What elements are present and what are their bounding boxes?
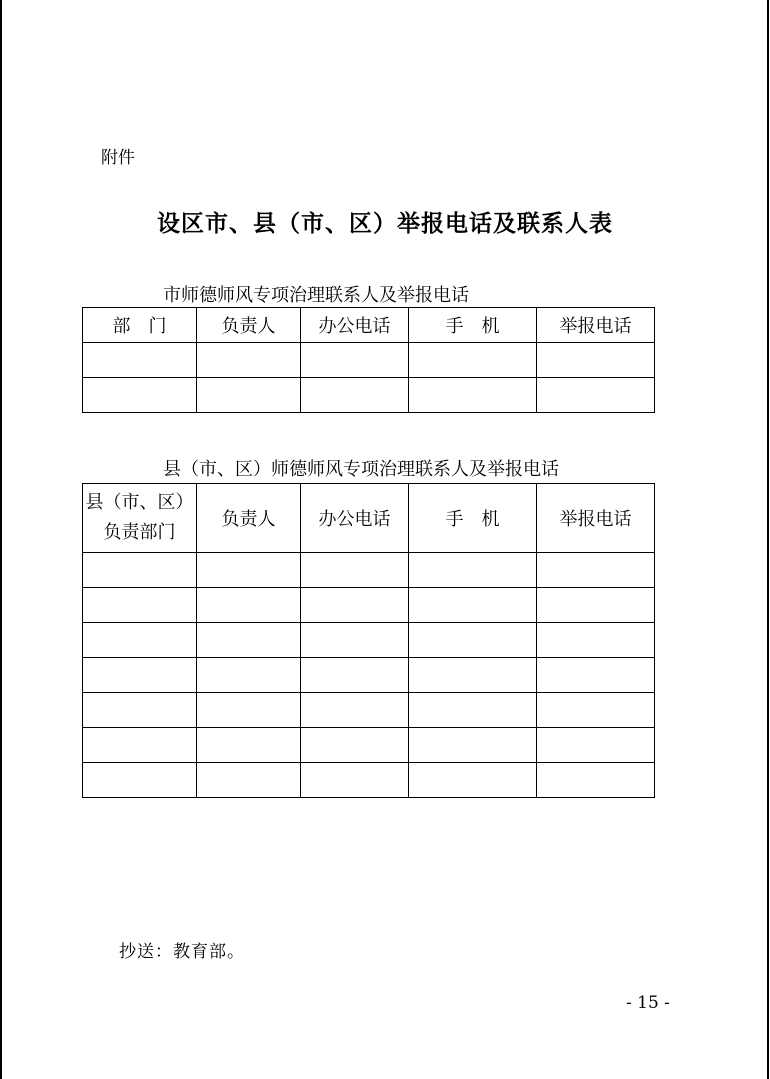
- header-report-phone: 举报电话: [537, 308, 655, 343]
- header-person-in-charge: 负责人: [197, 484, 301, 553]
- table-cell: [409, 623, 537, 658]
- table-cell: [301, 343, 409, 378]
- table-cell: [301, 588, 409, 623]
- table-row: [83, 343, 655, 378]
- table-cell: [301, 728, 409, 763]
- county-contacts-table: [82, 483, 655, 798]
- table-row: [83, 658, 655, 693]
- table-cell: [301, 693, 409, 728]
- table-row: [83, 763, 655, 798]
- table-cell: [409, 658, 537, 693]
- header-county-department: [83, 484, 197, 553]
- table-header-row: [83, 308, 655, 343]
- table-cell: [83, 588, 197, 623]
- table-cell: [197, 763, 301, 798]
- county-table-caption: 县（市、区）师德师风专项治理联系人及举报电话: [163, 459, 559, 480]
- attachment-label: 附件: [101, 148, 135, 168]
- city-contacts-table: [82, 307, 655, 413]
- table-cell: [409, 693, 537, 728]
- table-cell: [83, 763, 197, 798]
- table-cell: [197, 378, 301, 413]
- header-office-phone: 办公电话: [301, 308, 409, 343]
- table-cell: [537, 553, 655, 588]
- table-cell: [537, 693, 655, 728]
- table-cell: [197, 343, 301, 378]
- table-cell: [409, 553, 537, 588]
- table-cell: [301, 763, 409, 798]
- table-cell: [83, 658, 197, 693]
- table-cell: [197, 658, 301, 693]
- table-cell: [301, 378, 409, 413]
- table-cell: [197, 553, 301, 588]
- table-cell: [537, 623, 655, 658]
- header-mobile: 手 机: [409, 308, 537, 343]
- header-county-line2: 负责部门: [103, 522, 176, 543]
- table-row: [83, 623, 655, 658]
- table-cell: [537, 343, 655, 378]
- header-person-in-charge: 负责人: [197, 308, 301, 343]
- header-report-phone: 举报电话: [537, 484, 655, 553]
- table-row: [83, 728, 655, 763]
- header-department: 部 门: [83, 308, 197, 343]
- table-cell: [301, 623, 409, 658]
- table-cell: [301, 658, 409, 693]
- table-cell: [537, 728, 655, 763]
- table-cell: [409, 763, 537, 798]
- cc-line: 抄送：教育部。: [119, 942, 245, 962]
- table-cell: [83, 693, 197, 728]
- table-cell: [409, 343, 537, 378]
- table-cell: [409, 728, 537, 763]
- table-cell: [83, 378, 197, 413]
- table-row: [83, 693, 655, 728]
- city-table-caption: 市师德师风专项治理联系人及举报电话: [163, 285, 469, 306]
- table-row: [83, 588, 655, 623]
- page-number: - 15 -: [626, 993, 670, 1013]
- header-office-phone: 办公电话: [301, 484, 409, 553]
- table-cell: [537, 763, 655, 798]
- table-cell: [197, 588, 301, 623]
- table-cell: [537, 378, 655, 413]
- table-cell: [197, 693, 301, 728]
- page-border-right: [767, 0, 769, 1079]
- table-row: [83, 553, 655, 588]
- table-cell: [83, 553, 197, 588]
- table-cell: [409, 588, 537, 623]
- table-cell: [83, 728, 197, 763]
- table-cell: [409, 378, 537, 413]
- table-cell: [537, 658, 655, 693]
- table-cell: [83, 343, 197, 378]
- table-cell: [197, 623, 301, 658]
- table-cell: [301, 553, 409, 588]
- header-mobile: 手 机: [409, 484, 537, 553]
- header-county-line1: 县（市、区）: [85, 492, 194, 513]
- table-header-row: [83, 484, 655, 553]
- table-cell: [83, 623, 197, 658]
- table-cell: [537, 588, 655, 623]
- document-title: 设区市、县（市、区）举报电话及联系人表: [157, 210, 613, 237]
- table-cell: [197, 728, 301, 763]
- page-border-left: [0, 0, 2, 1079]
- table-row: [83, 378, 655, 413]
